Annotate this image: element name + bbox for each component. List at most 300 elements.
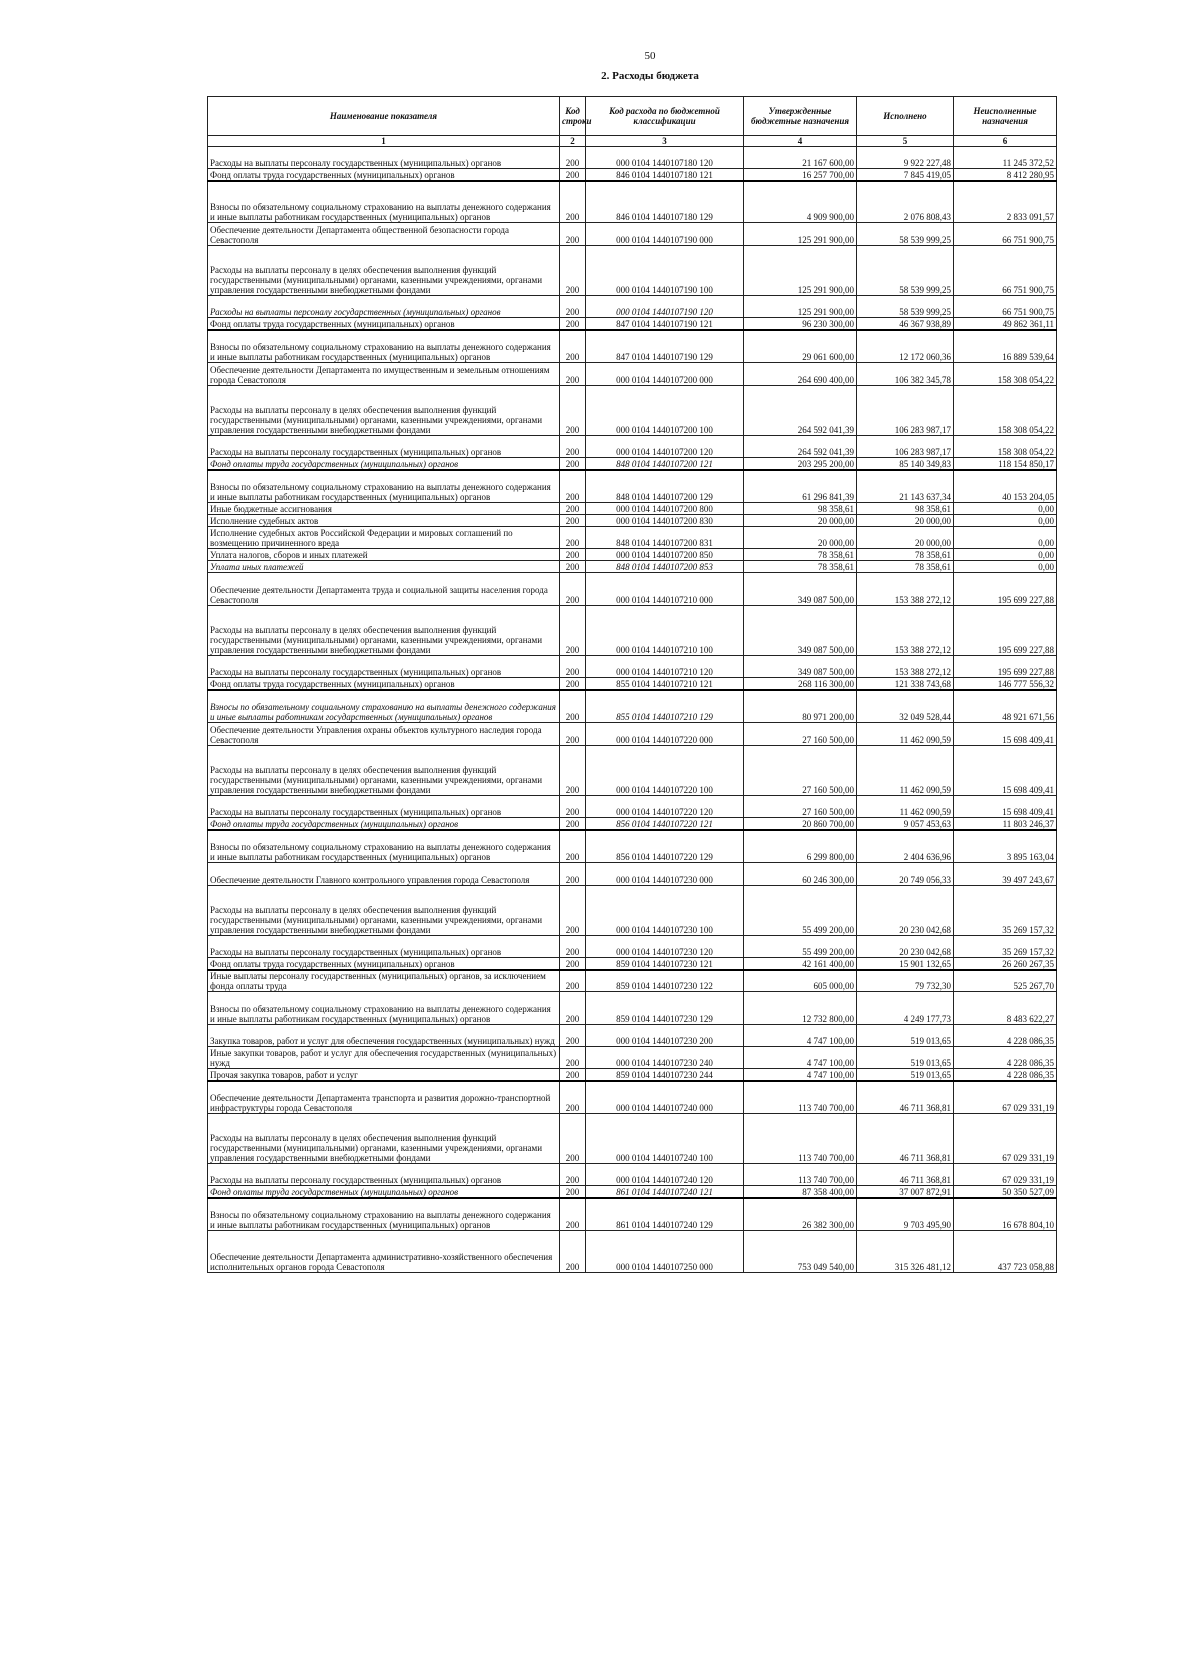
row-executed-cell: 58 539 999,25 [857, 223, 954, 246]
header-approved: Утвержденные бюджетные назначения [744, 97, 857, 136]
row-kbk-cell: 856 0104 1440107220 129 [586, 830, 744, 863]
row-executed-cell: 519 013,65 [857, 1025, 954, 1047]
table-row [208, 690, 1057, 723]
row-kbk-cell: 000 0104 1440107230 240 [586, 1047, 744, 1069]
row-executed-cell: 20 000,00 [857, 527, 954, 549]
row-approved-cell: 27 160 500,00 [744, 796, 857, 818]
row-code-cell: 200 [560, 958, 586, 970]
row-code-cell: 200 [560, 503, 586, 515]
row-code-cell: 200 [560, 970, 586, 992]
row-kbk-cell: 000 0104 1440107240 120 [586, 1164, 744, 1186]
row-unexecuted-cell: 0,00 [954, 561, 1057, 573]
row-name-cell: Расходы на выплаты персоналу в целях обеспечения выполнения функций государственными (муниципальными) органами, казенными учреждениями, органами управления государственными внебюджетными фондами [208, 246, 560, 296]
row-unexecuted-cell: 0,00 [954, 515, 1057, 527]
row-code-cell: 200 [560, 1025, 586, 1047]
table-row [208, 656, 1057, 678]
row-approved-cell: 125 291 900,00 [744, 296, 857, 318]
row-unexecuted-cell: 15 698 409,41 [954, 746, 1057, 796]
row-unexecuted-cell: 525 267,70 [954, 970, 1057, 992]
table-row [208, 1025, 1057, 1047]
row-name-cell: Расходы на выплаты персоналу государственных (муниципальных) органов [208, 296, 560, 318]
row-executed-cell: 78 358,61 [857, 549, 954, 561]
row-approved-cell: 113 740 700,00 [744, 1114, 857, 1164]
row-kbk-cell: 855 0104 1440107210 129 [586, 690, 744, 723]
column-number: 1 [208, 136, 560, 147]
row-approved-cell: 61 296 841,39 [744, 470, 857, 503]
row-name-cell: Уплата иных платежей [208, 561, 560, 573]
table-row [208, 169, 1057, 181]
row-kbk-cell: 000 0104 1440107250 000 [586, 1231, 744, 1273]
row-unexecuted-cell: 4 228 086,35 [954, 1047, 1057, 1069]
table-row [208, 246, 1057, 296]
row-unexecuted-cell: 66 751 900,75 [954, 223, 1057, 246]
row-kbk-cell: 000 0104 1440107200 000 [586, 363, 744, 386]
row-name-cell: Прочая закупка товаров, работ и услуг [208, 1069, 560, 1081]
row-approved-cell: 87 358 400,00 [744, 1186, 857, 1198]
table-row [208, 1069, 1057, 1081]
row-unexecuted-cell: 158 308 054,22 [954, 363, 1057, 386]
column-number: 5 [857, 136, 954, 147]
row-approved-cell: 42 161 400,00 [744, 958, 857, 970]
row-approved-cell: 605 000,00 [744, 970, 857, 992]
row-unexecuted-cell: 40 153 204,05 [954, 470, 1057, 503]
row-unexecuted-cell: 35 269 157,32 [954, 936, 1057, 958]
row-approved-cell: 20 000,00 [744, 527, 857, 549]
row-unexecuted-cell: 35 269 157,32 [954, 886, 1057, 936]
table-row [208, 1198, 1057, 1231]
row-kbk-cell: 000 0104 1440107220 100 [586, 746, 744, 796]
row-executed-cell: 58 539 999,25 [857, 246, 954, 296]
row-name-cell: Расходы на выплаты персоналу в целях обеспечения выполнения функций государственными (муниципальными) органами, казенными учреждениями, органами управления государственными внебюджетными фондами [208, 1114, 560, 1164]
row-approved-cell: 55 499 200,00 [744, 886, 857, 936]
row-approved-cell: 55 499 200,00 [744, 936, 857, 958]
row-code-cell: 200 [560, 363, 586, 386]
row-code-cell: 200 [560, 330, 586, 363]
row-approved-cell: 264 592 041,39 [744, 386, 857, 436]
row-kbk-cell: 000 0104 1440107190 120 [586, 296, 744, 318]
column-number: 3 [586, 136, 744, 147]
row-unexecuted-cell: 15 698 409,41 [954, 723, 1057, 746]
row-executed-cell: 9 922 227,48 [857, 147, 954, 169]
row-executed-cell: 11 462 090,59 [857, 723, 954, 746]
row-executed-cell: 79 732,30 [857, 970, 954, 992]
row-unexecuted-cell: 67 029 331,19 [954, 1164, 1057, 1186]
row-kbk-cell: 000 0104 1440107210 100 [586, 606, 744, 656]
row-unexecuted-cell: 4 228 086,35 [954, 1069, 1057, 1081]
row-executed-cell: 315 326 481,12 [857, 1231, 954, 1273]
row-executed-cell: 519 013,65 [857, 1069, 954, 1081]
row-name-cell: Обеспечение деятельности Главного контрольного управления города Севастополя [208, 863, 560, 886]
table-row [208, 796, 1057, 818]
row-approved-cell: 60 246 300,00 [744, 863, 857, 886]
column-number-row [208, 136, 1057, 147]
row-name-cell: Обеспечение деятельности Департамента транспорта и развития дорожно-транспортной инфраструктуры города Севастополя [208, 1081, 560, 1114]
row-name-cell: Расходы на выплаты персоналу государственных (муниципальных) органов [208, 656, 560, 678]
table-row [208, 549, 1057, 561]
row-name-cell: Иные закупки товаров, работ и услуг для обеспечения государственных (муниципальных) нужд [208, 1047, 560, 1069]
row-unexecuted-cell: 26 260 267,35 [954, 958, 1057, 970]
row-name-cell: Взносы по обязательному социальному страхованию на выплаты денежного содержания и иные выплаты работникам государственных (муниципальных) органов [208, 470, 560, 503]
row-executed-cell: 78 358,61 [857, 561, 954, 573]
row-code-cell: 200 [560, 746, 586, 796]
row-unexecuted-cell: 2 833 091,57 [954, 181, 1057, 223]
row-name-cell: Взносы по обязательному социальному страхованию на выплаты денежного содержания и иные выплаты работникам государственных (муниципальных) органов [208, 992, 560, 1025]
row-code-cell: 200 [560, 223, 586, 246]
row-unexecuted-cell: 0,00 [954, 549, 1057, 561]
row-executed-cell: 11 462 090,59 [857, 796, 954, 818]
row-executed-cell: 4 249 177,73 [857, 992, 954, 1025]
table-row [208, 470, 1057, 503]
row-name-cell: Фонд оплаты труда государственных (муниципальных) органов [208, 458, 560, 470]
row-approved-cell: 349 087 500,00 [744, 606, 857, 656]
row-name-cell: Взносы по обязательному социальному страхованию на выплаты денежного содержания и иные выплаты работникам государственных (муниципальных) органов [208, 181, 560, 223]
table-row [208, 970, 1057, 992]
table-row [208, 436, 1057, 458]
row-approved-cell: 12 732 800,00 [744, 992, 857, 1025]
row-approved-cell: 4 909 900,00 [744, 181, 857, 223]
column-number: 2 [560, 136, 586, 147]
column-number: 6 [954, 136, 1057, 147]
row-approved-cell: 264 690 400,00 [744, 363, 857, 386]
row-code-cell: 200 [560, 470, 586, 503]
row-executed-cell: 7 845 419,05 [857, 169, 954, 181]
row-name-cell: Иные бюджетные ассигнования [208, 503, 560, 515]
row-executed-cell: 46 367 938,89 [857, 318, 954, 330]
row-code-cell: 200 [560, 573, 586, 606]
row-kbk-cell: 000 0104 1440107220 000 [586, 723, 744, 746]
row-approved-cell: 753 049 540,00 [744, 1231, 857, 1273]
row-kbk-cell: 000 0104 1440107190 100 [586, 246, 744, 296]
row-code-cell: 200 [560, 386, 586, 436]
row-code-cell: 200 [560, 606, 586, 656]
table-row [208, 318, 1057, 330]
row-unexecuted-cell: 66 751 900,75 [954, 246, 1057, 296]
row-approved-cell: 27 160 500,00 [744, 746, 857, 796]
row-code-cell: 200 [560, 723, 586, 746]
row-code-cell: 200 [560, 690, 586, 723]
row-kbk-cell: 000 0104 1440107190 000 [586, 223, 744, 246]
table-row [208, 818, 1057, 830]
row-name-cell: Взносы по обязательному социальному страхованию на выплаты денежного содержания и иные выплаты работникам государственных (муниципальных) органов [208, 330, 560, 363]
row-executed-cell: 20 230 042,68 [857, 936, 954, 958]
row-executed-cell: 106 382 345,78 [857, 363, 954, 386]
row-approved-cell: 80 971 200,00 [744, 690, 857, 723]
row-kbk-cell: 846 0104 1440107180 121 [586, 169, 744, 181]
table-row [208, 863, 1057, 886]
row-code-cell: 200 [560, 886, 586, 936]
row-kbk-cell: 856 0104 1440107220 121 [586, 818, 744, 830]
row-name-cell: Обеспечение деятельности Департамента труда и социальной защиты населения города Севастополя [208, 573, 560, 606]
row-approved-cell: 268 116 300,00 [744, 678, 857, 690]
table-row [208, 1081, 1057, 1114]
row-code-cell: 200 [560, 296, 586, 318]
row-kbk-cell: 859 0104 1440107230 129 [586, 992, 744, 1025]
row-name-cell: Расходы на выплаты персоналу государственных (муниципальных) органов [208, 796, 560, 818]
table-row [208, 1047, 1057, 1069]
row-name-cell: Взносы по обязательному социальному страхованию на выплаты денежного содержания и иные выплаты работникам государственных (муниципальных) органов [208, 1198, 560, 1231]
row-kbk-cell: 861 0104 1440107240 121 [586, 1186, 744, 1198]
row-unexecuted-cell: 3 895 163,04 [954, 830, 1057, 863]
row-approved-cell: 27 160 500,00 [744, 723, 857, 746]
row-kbk-cell: 000 0104 1440107200 100 [586, 386, 744, 436]
row-name-cell: Расходы на выплаты персоналу государственных (муниципальных) органов [208, 1164, 560, 1186]
row-executed-cell: 121 338 743,68 [857, 678, 954, 690]
row-kbk-cell: 000 0104 1440107180 120 [586, 147, 744, 169]
row-kbk-cell: 000 0104 1440107200 850 [586, 549, 744, 561]
row-kbk-cell: 000 0104 1440107230 100 [586, 886, 744, 936]
row-code-cell: 200 [560, 181, 586, 223]
table-row [208, 1231, 1057, 1273]
row-unexecuted-cell: 118 154 850,17 [954, 458, 1057, 470]
row-code-cell: 200 [560, 1164, 586, 1186]
row-code-cell: 200 [560, 936, 586, 958]
row-unexecuted-cell: 8 483 622,27 [954, 992, 1057, 1025]
row-name-cell: Расходы на выплаты персоналу государственных (муниципальных) органов [208, 436, 560, 458]
table-row [208, 363, 1057, 386]
row-name-cell: Фонд оплаты труда государственных (муниципальных) органов [208, 1186, 560, 1198]
row-unexecuted-cell: 4 228 086,35 [954, 1025, 1057, 1047]
row-approved-cell: 4 747 100,00 [744, 1047, 857, 1069]
row-executed-cell: 20 749 056,33 [857, 863, 954, 886]
row-executed-cell: 37 007 872,91 [857, 1186, 954, 1198]
row-code-cell: 200 [560, 527, 586, 549]
table-row [208, 746, 1057, 796]
table-header-row [208, 97, 1057, 136]
section-title: 2. Расходы бюджета [601, 70, 699, 82]
row-kbk-cell: 000 0104 1440107240 100 [586, 1114, 744, 1164]
header-name: Наименование показателя [208, 97, 560, 136]
row-unexecuted-cell: 158 308 054,22 [954, 386, 1057, 436]
row-unexecuted-cell: 146 777 556,32 [954, 678, 1057, 690]
row-executed-cell: 9 703 495,90 [857, 1198, 954, 1231]
row-unexecuted-cell: 66 751 900,75 [954, 296, 1057, 318]
row-code-cell: 200 [560, 1198, 586, 1231]
row-code-cell: 200 [560, 1186, 586, 1198]
row-name-cell: Обеспечение деятельности Управления охраны объектов культурного наследия города Севастополя [208, 723, 560, 746]
row-kbk-cell: 848 0104 1440107200 121 [586, 458, 744, 470]
row-executed-cell: 46 711 368,81 [857, 1081, 954, 1114]
row-approved-cell: 203 295 200,00 [744, 458, 857, 470]
row-name-cell: Расходы на выплаты персоналу в целях обеспечения выполнения функций государственными (муниципальными) органами, казенными учреждениями, органами управления государственными внебюджетными фондами [208, 746, 560, 796]
row-kbk-cell: 859 0104 1440107230 121 [586, 958, 744, 970]
table-row [208, 992, 1057, 1025]
row-code-cell: 200 [560, 169, 586, 181]
row-unexecuted-cell: 49 862 361,11 [954, 318, 1057, 330]
row-unexecuted-cell: 50 350 527,09 [954, 1186, 1057, 1198]
row-code-cell: 200 [560, 818, 586, 830]
row-name-cell: Обеспечение деятельности Департамента общественной безопасности города Севастополя [208, 223, 560, 246]
row-kbk-cell: 859 0104 1440107230 122 [586, 970, 744, 992]
row-code-cell: 200 [560, 1069, 586, 1081]
row-unexecuted-cell: 195 699 227,88 [954, 573, 1057, 606]
row-approved-cell: 96 230 300,00 [744, 318, 857, 330]
table-body [208, 147, 1057, 1273]
row-approved-cell: 113 740 700,00 [744, 1164, 857, 1186]
row-executed-cell: 9 057 453,63 [857, 818, 954, 830]
budget-expenses-table [207, 96, 1057, 1273]
table-row [208, 515, 1057, 527]
row-executed-cell: 32 049 528,44 [857, 690, 954, 723]
row-approved-cell: 98 358,61 [744, 503, 857, 515]
row-code-cell: 200 [560, 1081, 586, 1114]
row-kbk-cell: 000 0104 1440107230 200 [586, 1025, 744, 1047]
row-kbk-cell: 000 0104 1440107200 120 [586, 436, 744, 458]
row-unexecuted-cell: 158 308 054,22 [954, 436, 1057, 458]
row-code-cell: 200 [560, 458, 586, 470]
header-row-code: Код строки [560, 97, 586, 136]
row-name-cell: Фонд оплаты труда государственных (муниципальных) органов [208, 169, 560, 181]
row-approved-cell: 349 087 500,00 [744, 573, 857, 606]
table-row [208, 147, 1057, 169]
row-code-cell: 200 [560, 318, 586, 330]
table-row [208, 936, 1057, 958]
table-row [208, 678, 1057, 690]
row-kbk-cell: 861 0104 1440107240 129 [586, 1198, 744, 1231]
row-name-cell: Расходы на выплаты персоналу в целях обеспечения выполнения функций государственными (муниципальными) органами, казенными учреждениями, органами управления государственными внебюджетными фондами [208, 606, 560, 656]
row-name-cell: Расходы на выплаты персоналу в целях обеспечения выполнения функций государственными (муниципальными) органами, казенными учреждениями, органами управления государственными внебюджетными фондами [208, 386, 560, 436]
row-name-cell: Исполнение судебных актов [208, 515, 560, 527]
table-row [208, 723, 1057, 746]
row-kbk-cell: 000 0104 1440107210 120 [586, 656, 744, 678]
row-name-cell: Фонд оплаты труда государственных (муниципальных) органов [208, 318, 560, 330]
row-kbk-cell: 859 0104 1440107230 244 [586, 1069, 744, 1081]
row-name-cell: Фонд оплаты труда государственных (муниципальных) органов [208, 818, 560, 830]
row-kbk-cell: 000 0104 1440107200 830 [586, 515, 744, 527]
row-kbk-cell: 000 0104 1440107230 000 [586, 863, 744, 886]
row-unexecuted-cell: 67 029 331,19 [954, 1114, 1057, 1164]
row-kbk-cell: 846 0104 1440107180 129 [586, 181, 744, 223]
page-number: 50 [644, 50, 656, 62]
row-code-cell: 200 [560, 830, 586, 863]
table-row [208, 223, 1057, 246]
row-kbk-cell: 848 0104 1440107200 831 [586, 527, 744, 549]
table-row [208, 886, 1057, 936]
row-kbk-cell: 847 0104 1440107190 121 [586, 318, 744, 330]
row-name-cell: Исполнение судебных актов Российской Федерации и мировых соглашений по возмещению причиненного вреда [208, 527, 560, 549]
table-row [208, 1164, 1057, 1186]
row-kbk-cell: 848 0104 1440107200 129 [586, 470, 744, 503]
row-executed-cell: 519 013,65 [857, 1047, 954, 1069]
row-code-cell: 200 [560, 656, 586, 678]
row-kbk-cell: 000 0104 1440107240 000 [586, 1081, 744, 1114]
row-kbk-cell: 000 0104 1440107200 800 [586, 503, 744, 515]
row-code-cell: 200 [560, 1231, 586, 1273]
row-code-cell: 200 [560, 863, 586, 886]
row-code-cell: 200 [560, 436, 586, 458]
table-row [208, 830, 1057, 863]
row-code-cell: 200 [560, 796, 586, 818]
header-executed: Исполнено [857, 97, 954, 136]
table-row [208, 386, 1057, 436]
row-executed-cell: 153 388 272,12 [857, 606, 954, 656]
row-executed-cell: 106 283 987,17 [857, 436, 954, 458]
header-kbk: Код расхода по бюджетной классификации [586, 97, 744, 136]
row-executed-cell: 20 230 042,68 [857, 886, 954, 936]
row-approved-cell: 20 000,00 [744, 515, 857, 527]
row-unexecuted-cell: 11 803 246,37 [954, 818, 1057, 830]
row-code-cell: 200 [560, 246, 586, 296]
row-kbk-cell: 000 0104 1440107210 000 [586, 573, 744, 606]
table-row [208, 561, 1057, 573]
row-code-cell: 200 [560, 1114, 586, 1164]
row-unexecuted-cell: 0,00 [954, 503, 1057, 515]
row-name-cell: Закупка товаров, работ и услуг для обеспечения государственных (муниципальных) нужд [208, 1025, 560, 1047]
row-approved-cell: 125 291 900,00 [744, 223, 857, 246]
row-kbk-cell: 855 0104 1440107210 121 [586, 678, 744, 690]
table-row [208, 458, 1057, 470]
row-unexecuted-cell: 15 698 409,41 [954, 796, 1057, 818]
row-kbk-cell: 848 0104 1440107200 853 [586, 561, 744, 573]
row-approved-cell: 78 358,61 [744, 549, 857, 561]
row-unexecuted-cell: 16 678 804,10 [954, 1198, 1057, 1231]
row-code-cell: 200 [560, 678, 586, 690]
table-row [208, 1114, 1057, 1164]
row-executed-cell: 106 283 987,17 [857, 386, 954, 436]
row-unexecuted-cell: 0,00 [954, 527, 1057, 549]
row-executed-cell: 85 140 349,83 [857, 458, 954, 470]
table-row [208, 606, 1057, 656]
row-approved-cell: 264 592 041,39 [744, 436, 857, 458]
row-name-cell: Иные выплаты персоналу государственных (муниципальных) органов, за исключением фонда оплаты труда [208, 970, 560, 992]
row-name-cell: Уплата налогов, сборов и иных платежей [208, 549, 560, 561]
row-unexecuted-cell: 195 699 227,88 [954, 656, 1057, 678]
row-kbk-cell: 000 0104 1440107220 120 [586, 796, 744, 818]
row-name-cell: Обеспечение деятельности Департамента административно-хозяйственного обеспечения исполнительных органов города Севастополя [208, 1231, 560, 1273]
row-approved-cell: 26 382 300,00 [744, 1198, 857, 1231]
row-executed-cell: 2 404 636,96 [857, 830, 954, 863]
row-approved-cell: 4 747 100,00 [744, 1025, 857, 1047]
row-name-cell: Взносы по обязательному социальному страхованию на выплаты денежного содержания и иные выплаты работникам государственных (муниципальных) органов [208, 690, 560, 723]
row-unexecuted-cell: 195 699 227,88 [954, 606, 1057, 656]
row-kbk-cell: 847 0104 1440107190 129 [586, 330, 744, 363]
row-approved-cell: 21 167 600,00 [744, 147, 857, 169]
row-name-cell: Расходы на выплаты персоналу государственных (муниципальных) органов [208, 936, 560, 958]
row-executed-cell: 153 388 272,12 [857, 573, 954, 606]
row-name-cell: Фонд оплаты труда государственных (муниципальных) органов [208, 678, 560, 690]
row-approved-cell: 125 291 900,00 [744, 246, 857, 296]
row-code-cell: 200 [560, 549, 586, 561]
row-executed-cell: 12 172 060,36 [857, 330, 954, 363]
row-name-cell: Расходы на выплаты персоналу в целях обеспечения выполнения функций государственными (муниципальными) органами, казенными учреждениями, органами управления государственными внебюджетными фондами [208, 886, 560, 936]
table-row [208, 296, 1057, 318]
table-row [208, 330, 1057, 363]
row-name-cell: Обеспечение деятельности Департамента по имущественным и земельным отношениям города Севастополя [208, 363, 560, 386]
row-unexecuted-cell: 67 029 331,19 [954, 1081, 1057, 1114]
row-executed-cell: 11 462 090,59 [857, 746, 954, 796]
table-row [208, 503, 1057, 515]
header-unexecuted: Неисполненные назначения [954, 97, 1057, 136]
row-unexecuted-cell: 437 723 058,88 [954, 1231, 1057, 1273]
row-executed-cell: 20 000,00 [857, 515, 954, 527]
row-kbk-cell: 000 0104 1440107230 120 [586, 936, 744, 958]
row-unexecuted-cell: 11 245 372,52 [954, 147, 1057, 169]
row-name-cell: Взносы по обязательному социальному страхованию на выплаты денежного содержания и иные выплаты работникам государственных (муниципальных) органов [208, 830, 560, 863]
row-unexecuted-cell: 16 889 539,64 [954, 330, 1057, 363]
row-code-cell: 200 [560, 561, 586, 573]
table-row [208, 527, 1057, 549]
row-executed-cell: 98 358,61 [857, 503, 954, 515]
row-executed-cell: 21 143 637,34 [857, 470, 954, 503]
row-executed-cell: 2 076 808,43 [857, 181, 954, 223]
row-executed-cell: 46 711 368,81 [857, 1164, 954, 1186]
table-row [208, 573, 1057, 606]
row-approved-cell: 4 747 100,00 [744, 1069, 857, 1081]
table-row [208, 181, 1057, 223]
row-code-cell: 200 [560, 147, 586, 169]
row-code-cell: 200 [560, 1047, 586, 1069]
row-unexecuted-cell: 48 921 671,56 [954, 690, 1057, 723]
row-executed-cell: 58 539 999,25 [857, 296, 954, 318]
